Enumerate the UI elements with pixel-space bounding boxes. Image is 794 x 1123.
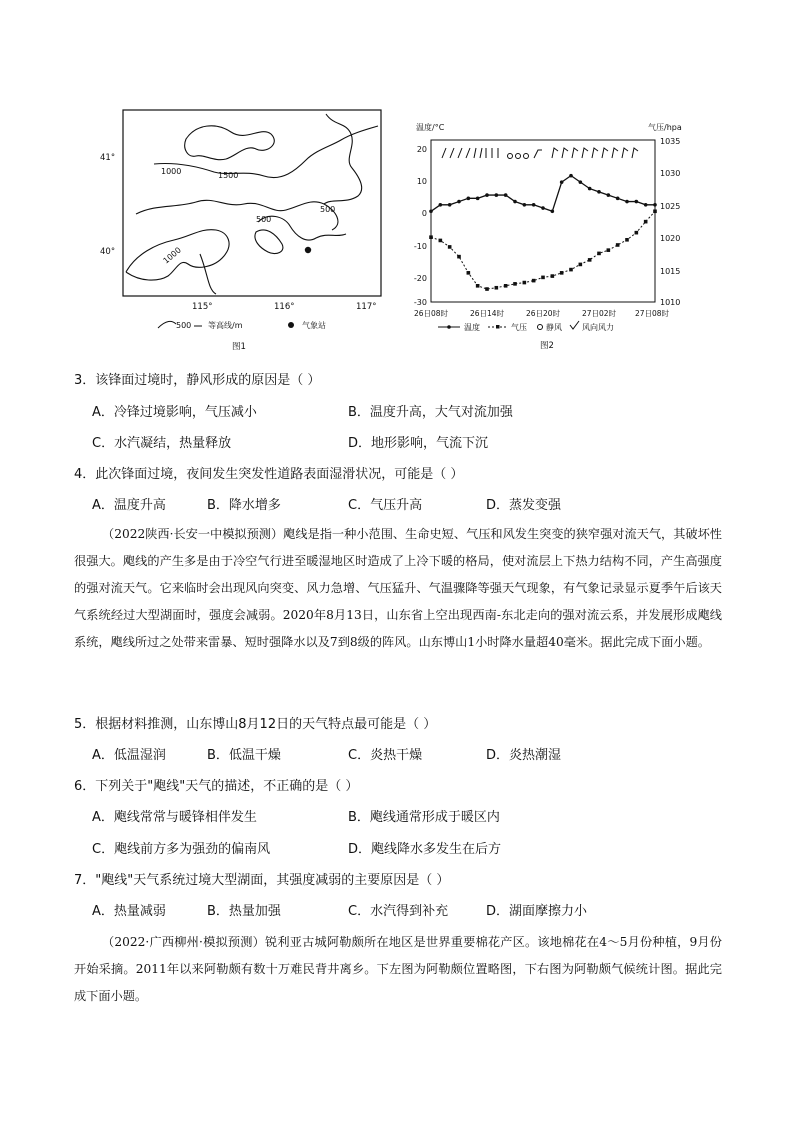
lon-label-117: 117°: [356, 302, 377, 312]
wind-symbols-row: [442, 148, 638, 159]
question-5-option-c[interactable]: C．炎热干燥: [348, 748, 423, 763]
contour-label-1000-south: 1000: [161, 245, 183, 266]
temperature-point-23: [644, 203, 648, 207]
contour-label-500-east: 500: [320, 205, 336, 214]
temperature-point-13: [551, 209, 555, 213]
temperature-point-0: [429, 209, 433, 213]
pressure-point-13: [551, 274, 555, 278]
temperature-point-6: [485, 193, 489, 197]
question-3-option-b[interactable]: B．温度升高，大气对流加强: [348, 405, 513, 420]
temperature-point-24: [653, 203, 657, 207]
pressure-point-22: [635, 231, 639, 235]
figure-2-caption: 图2: [540, 341, 554, 351]
question-3-option-a[interactable]: A．冷锋过境影响，气压减小: [92, 405, 257, 420]
question-5-option-a[interactable]: A．低温湿润: [92, 748, 166, 763]
pressure-point-6: [485, 287, 489, 291]
question-5-stem: 5．根据材料推测，山东博山8月12日的天气特点最可能是（ ）: [74, 717, 437, 732]
passage-squall-line: （2022陕西·长安一中模拟预测）飑线是指一种小范围、生命史短、气压和风发生突变的狭窄强对流天气，其破坏性很强大。飑线的产生多是由于冷空气行进至暖湿地区时造成了上冷下暖的格局，使对流层上下热力结构不同，产生高强度的强对流天气。它来临时会出现风向突变、风力急增、气压猛升、气温骤降等强天气现象，有气象记录显示夏季午后该天气系统经过大型湖面时，强度会减弱。2020年8月13日，山东省上空出现西南-东北走向的强对流云系，并发展形成飑线系统，飑线所过之处带来雷暴、短时强降水以及7到8级的阵风。山东博山1小时降水量超40毫米。据此完成下面小题。: [74, 527, 722, 649]
y-tick-0: 0: [421, 209, 427, 218]
pressure-point-12: [541, 276, 545, 280]
passage-aleppo: （2022·广西柳州·模拟预测）锐利亚古城阿勒颇所在地区是世界重要棉花产区。该地棉花在4～5月份种植，9月份开始采摘。2011年以来阿勒颇有数十万难民背井离乡。下左图为阿勒颇位置略图，下右图为阿勒颇气候统计图。据此完成下面小题。: [74, 935, 722, 1003]
pressure-point-23: [644, 220, 648, 224]
temperature-point-8: [504, 193, 508, 197]
question-7-option-a[interactable]: A．热量减弱: [92, 904, 166, 919]
legend-station-symbol: [288, 322, 294, 328]
question-4-option-d[interactable]: D．蒸发变强: [486, 498, 562, 513]
y2-tick-1020: 1020: [660, 234, 681, 243]
temperature-point-18: [597, 190, 601, 194]
lon-label-116: 116°: [274, 302, 295, 312]
lon-label-115: 115°: [192, 302, 213, 312]
pressure-point-16: [579, 263, 583, 267]
x-tick-26d14: 26日14时: [469, 309, 505, 318]
legend-contour-text: 等高线/m: [208, 321, 243, 330]
x-tick-27d02: 27日02时: [581, 309, 617, 318]
y-tick-neg10: -10: [413, 242, 427, 251]
temperature-point-20: [616, 197, 620, 201]
figure-1-map: [96, 104, 396, 354]
y2-tick-1010: 1010: [660, 298, 681, 307]
temperature-point-15: [569, 174, 573, 178]
legend-contour-symbol: [158, 321, 176, 328]
pressure-point-10: [523, 281, 527, 285]
legend-calm: 静风: [546, 323, 562, 332]
lat-label-41: 41°: [100, 153, 116, 163]
pressure-point-11: [532, 279, 536, 283]
pressure-point-5: [476, 284, 480, 288]
question-5-option-d[interactable]: D．炎热潮湿: [486, 748, 562, 763]
question-6-option-a[interactable]: A．飑线常常与暖锋相伴发生: [92, 810, 257, 825]
pressure-point-21: [625, 238, 629, 242]
legend-temperature: 温度: [464, 323, 480, 332]
temperature-point-1: [439, 203, 443, 207]
y-tick-neg30: -30: [413, 298, 427, 307]
pressure-point-2: [448, 245, 452, 249]
y2-tick-1025: 1025: [660, 202, 681, 211]
y2-tick-1035: 1035: [660, 137, 681, 146]
contour-lines: [126, 114, 378, 294]
y2-tick-1030: 1030: [660, 169, 681, 178]
question-4-option-b[interactable]: B．降水增多: [207, 498, 281, 513]
question-7-stem: 7．"飑线"天气系统过境大型湖面，其强度减弱的主要原因是（ ）: [74, 873, 450, 888]
figure-2-chart: [404, 118, 704, 354]
temperature-point-14: [560, 180, 564, 184]
contour-label-1000-north: 1000: [161, 167, 182, 176]
pressure-point-0: [429, 235, 433, 239]
temperature-point-9: [513, 200, 517, 204]
legend-pressure: 气压: [511, 323, 527, 332]
pressure-point-7: [495, 286, 499, 290]
question-7-option-c[interactable]: C．水汽得到补充: [348, 904, 449, 919]
temperature-point-5: [476, 197, 480, 201]
x-tick-26d08: 26日08时: [413, 309, 449, 318]
legend-station-text: 气象站: [302, 321, 326, 330]
temperature-point-2: [448, 203, 452, 207]
question-4-option-c[interactable]: C．气压升高: [348, 498, 423, 513]
question-3-option-c[interactable]: C．水汽凝结，热量释放: [92, 436, 232, 451]
temperature-point-4: [467, 197, 471, 201]
pressure-point-14: [560, 271, 564, 275]
pressure-point-17: [588, 258, 592, 262]
question-5-option-b[interactable]: B．低温干燥: [207, 748, 281, 763]
x-tick-26d20: 26日20时: [525, 309, 561, 318]
pressure-point-15: [569, 268, 573, 272]
temperature-point-22: [635, 200, 639, 204]
pressure-point-4: [467, 271, 471, 275]
contour-label-1500: 1500: [218, 171, 239, 180]
question-6-option-d[interactable]: D．飑线降水多发生在后方: [348, 842, 502, 857]
lat-label-40: 40°: [100, 247, 116, 257]
left-axis-title: 温度/°C: [416, 123, 445, 132]
pressure-point-3: [457, 255, 461, 259]
contour-label-500-center: 500: [256, 215, 272, 224]
question-4-stem: 4．此次锋面过境，夜间发生突发性道路表面湿滑状况，可能是（ ）: [74, 467, 464, 482]
legend-wind: 风向风力: [582, 323, 614, 332]
pressure-point-18: [597, 252, 601, 256]
question-7-option-b[interactable]: B．热量加强: [207, 904, 281, 919]
question-4-option-a[interactable]: A．温度升高: [92, 498, 166, 513]
right-axis-title: 气压/hpa: [648, 123, 682, 132]
pressure-point-8: [504, 284, 508, 288]
series-line-temperature: [431, 176, 655, 212]
legend-contour-value: 500: [176, 321, 192, 330]
question-6-option-c[interactable]: C．飑线前方多为强劲的偏南风: [92, 842, 271, 857]
y-tick-10: 10: [416, 177, 427, 186]
x-tick-27d08: 27日08时: [634, 309, 670, 318]
temperature-point-11: [532, 203, 536, 207]
y2-tick-1015: 1015: [660, 267, 681, 276]
pressure-point-9: [513, 282, 517, 286]
temperature-point-16: [579, 180, 583, 184]
temperature-point-17: [588, 187, 592, 191]
weather-station-marker: [305, 247, 311, 253]
pressure-point-24: [653, 209, 657, 213]
temperature-point-21: [625, 200, 629, 204]
pressure-point-1: [439, 239, 443, 243]
chart-legend: [438, 321, 614, 332]
temperature-point-12: [541, 206, 545, 210]
y-tick-20: 20: [416, 145, 427, 154]
temperature-point-19: [607, 193, 611, 197]
question-3-option-d[interactable]: D．地形影响，气流下沉: [348, 436, 489, 451]
question-3-stem: 3．该锋面过境时，静风形成的原因是（ ）: [74, 373, 321, 388]
question-7-option-d[interactable]: D．湖面摩擦力小: [486, 904, 588, 919]
question-6-option-b[interactable]: B．飑线通常形成于暖区内: [348, 810, 500, 825]
temperature-point-3: [457, 200, 461, 204]
question-6-stem: 6．下列关于"飑线"天气的描述，不正确的是（ ）: [74, 779, 359, 794]
temperature-point-7: [495, 193, 499, 197]
temperature-point-10: [523, 203, 527, 207]
pressure-point-20: [616, 243, 620, 247]
figure-1-caption: 图1: [232, 342, 246, 352]
pressure-point-19: [607, 248, 611, 252]
y-tick-neg20: -20: [413, 274, 427, 283]
